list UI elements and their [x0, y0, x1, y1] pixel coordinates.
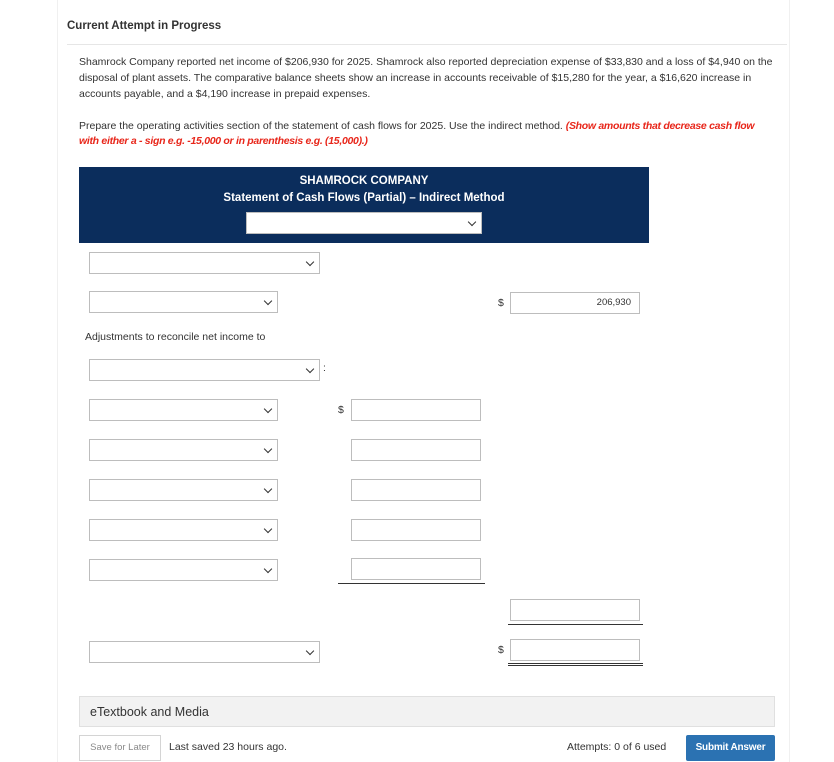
instructions-text: Prepare the operating activities section of the statement of cash flows for 2025. Use the indirect method. — [79, 120, 563, 132]
adjustment-label-select[interactable] — [89, 519, 278, 541]
company-name: SHAMROCK COMPANY — [299, 175, 429, 187]
final-line-select[interactable] — [89, 641, 320, 663]
chevron-down-icon — [468, 218, 476, 226]
chevron-down-icon — [264, 445, 272, 453]
period-select[interactable] — [246, 212, 482, 234]
adjustments-label: Adjustments to reconcile net income to — [85, 331, 266, 343]
adjustment-label-select[interactable] — [89, 399, 278, 421]
adjustments-select[interactable] — [89, 359, 320, 381]
chevron-down-icon — [306, 647, 314, 655]
adjustments-colon: : — [323, 362, 326, 374]
double-underline-top — [508, 663, 643, 664]
adjustment-amount-input[interactable] — [351, 519, 481, 541]
section-select[interactable] — [89, 252, 320, 274]
dollar-sign: $ — [498, 297, 504, 309]
final-total-input[interactable] — [510, 639, 640, 661]
attempt-heading: Current Attempt in Progress — [67, 20, 222, 32]
problem-text: Shamrock Company reported net income of $206,930 for 2025. Shamrock also reported depreciation expense of $33,830 and a loss of $4,940 on the disposal of plant assets. The comparative balance sheets show an increase in accounts receivable of $15,280 for the year, a $16,620 increase in accounts payable, and a $4,190 increase in prepaid expenses. — [79, 56, 773, 100]
save-for-later-button[interactable]: Save for Later — [79, 735, 161, 761]
chevron-down-icon — [264, 297, 272, 305]
adjustment-amount-input[interactable] — [351, 399, 481, 421]
dollar-sign: $ — [498, 644, 504, 656]
chevron-down-icon — [306, 258, 314, 266]
adjustment-amount-input[interactable] — [351, 439, 481, 461]
statement-title: Statement of Cash Flows (Partial) – Indirect Method — [223, 192, 505, 204]
adjustment-label-select[interactable] — [89, 559, 278, 581]
instructions-note: (Show amounts that decrease cash flow with either a - sign e.g. -15,000 or in parenthesis e.g. (15,000).) — [79, 120, 755, 147]
attempts-counter: Attempts: 0 of 6 used — [567, 741, 667, 753]
chevron-down-icon — [264, 525, 272, 533]
adjustment-label-select[interactable] — [89, 439, 278, 461]
submit-answer-button[interactable]: Submit Answer — [686, 735, 775, 761]
double-underline-bottom — [508, 665, 643, 666]
instructions — [79, 119, 774, 149]
net-income-select[interactable] — [89, 291, 278, 313]
net-income-input[interactable]: 206,930 — [510, 292, 640, 314]
chevron-down-icon — [264, 405, 272, 413]
adjustment-amount-input[interactable] — [351, 558, 481, 580]
adjustment-amount-input[interactable] — [351, 479, 481, 501]
adjustment-label-select[interactable] — [89, 479, 278, 501]
dollar-sign: $ — [338, 404, 344, 416]
total-underline — [508, 624, 643, 625]
chevron-down-icon — [264, 565, 272, 573]
last-saved-text: Last saved 23 hours ago. — [169, 741, 287, 753]
chevron-down-icon — [264, 485, 272, 493]
etextbook-bar[interactable] — [79, 696, 775, 727]
heading-divider — [67, 44, 787, 45]
total-adjustments-input[interactable] — [510, 599, 640, 621]
etextbook-label: eTextbook and Media — [90, 705, 209, 719]
chevron-down-icon — [306, 365, 314, 373]
subtotal-underline — [338, 583, 485, 584]
